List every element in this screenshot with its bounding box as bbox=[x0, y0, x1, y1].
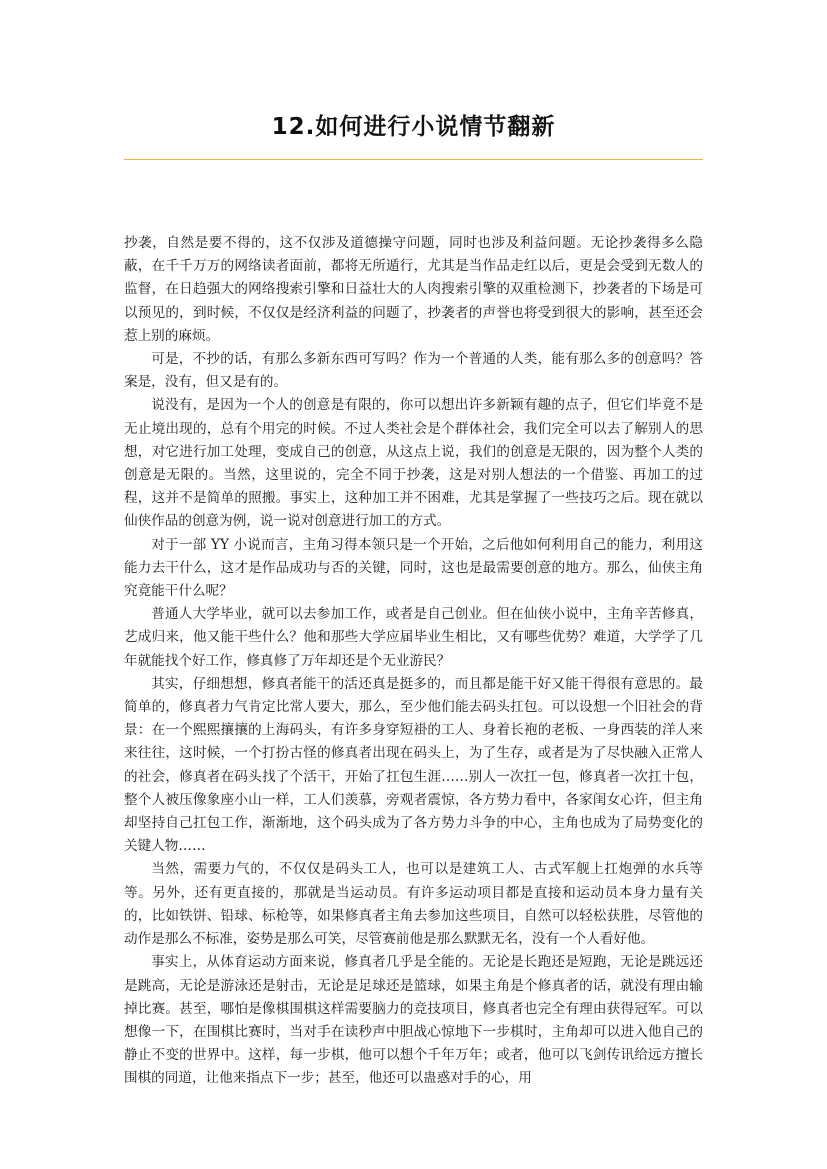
paragraph: 说没有，是因为一个人的创意是有限的，你可以想出许多新颖有趣的点子，但它们毕竟不是无止境出现的，总有个用完的时候。不过人类社会是个群体社会，我们完全可以去了解别人的思想，对它进行加工处理，变成自己的创意，从这点上说，我们的创意是无限的，因为整个人类的创意是无限的。当然，这里说的，完全不同于抄袭，这是对别人想法的一个借鉴、再加工的过程，这并不是简单的照搬。事实上，这种加工并不困难，尤其是掌握了一些技巧之后。现在就以仙侠作品的创意为例，说一说对创意进行加工的方式。 bbox=[124, 397, 703, 530]
article-body bbox=[124, 232, 703, 1091]
paragraph: 其实，仔细想想，修真者能干的活还真是挺多的，而且都是能干好又能干得很有意思的。最简单的，修真者力气肯定比常人要大，那么，至少他们能去码头扛包。可以设想一个旧社会的背景：在一个熙熙攘攘的上海码头，有许多身穿短褂的工人、身着长袍的老板、一身西装的洋人来来往往，这时候，一个打扮古怪的修真者出现在码头上，为了生存，或者是为了尽快融入正常人的社会，修真者在码头找了个活干，开始了扛包生涯……别人一次扛一包，修真者一次扛十包，整个人被压像象座小山一样，工人们羡慕，旁观者震惊，各方势力看中，各家闺女心许，但主角却坚持自己扛包工作，渐渐地，这个码头成为了各方势力斗争的中心，主角也成为了局势变化的关键人物…… bbox=[124, 675, 703, 855]
paragraph: 普通人大学毕业，就可以去参加工作，或者是自己创业。但在仙侠小说中，主角辛苦修真，艺成归来，他又能干些什么？他和那些大学应届毕业生相比，又有哪些优势？难道，大学学了几年就能找个好工作，修真修了万年却还是个无业游民？ bbox=[124, 606, 703, 669]
paragraph: 对于一部 YY 小说而言，主角习得本领只是一个开始，之后他如何利用自己的能力，利用这能力去干什么，这才是作品成功与否的关键，同时，这也是最需要创意的地方。那么，仙侠主角究竟能干什么呢？ bbox=[124, 536, 703, 600]
title-divider bbox=[124, 159, 703, 160]
page-title: 12.如何进行小说情节翻新 bbox=[271, 114, 556, 140]
paragraph: 事实上，从体育运动方面来说，修真者几乎是全能的。无论是长跑还是短跑，无论是跳远还是跳高，无论是游泳还是射击，无论是足球还是篮球，如果主角是个修真者的话，就没有理由输掉比赛。甚至，哪怕是像棋围棋这样需要脑力的竞技项目，修真者也完全有理由获得冠军。可以想像一下，在围棋比赛时，当对手在读秒声中胆战心惊地下一步棋时，主角却可以进入他自己的静止不变的世界中。这样，每一步棋，他可以想个千年万年；或者，他可以飞剑传讯给远方擅长围棋的同道，让他来指点下一步；甚至，他还可以蛊惑对手的心，用 bbox=[124, 954, 703, 1087]
paragraph: 可是，不抄的话，有那么多新东西可写吗？作为一个普通的人类，能有那么多的创意吗？答案是，没有，但又是有的。 bbox=[124, 351, 703, 391]
paragraph: 当然，需要力气的，不仅仅是码头工人，也可以是建筑工人、古式军舰上扛炮弹的水兵等等。另外，还有更直接的，那就是当运动员。有许多运动项目都是直接和运动员本身力量有关的，比如铁饼、铅球、标枪等，如果修真者主角去参加这些项目，自然可以轻松获胜，尽管他的动作是那么不标准，姿势是那么可笑，尽管赛前他是那么默默无名，没有一个人看好他。 bbox=[124, 861, 703, 948]
paragraph: 抄袭，自然是要不得的，这不仅涉及道德操守问题，同时也涉及利益问题。无论抄袭得多么隐蔽，在千千万万的网络读者面前，都将无所遁行，尤其是当作品走红以后，更是会受到无数人的监督，在日趋强大的网络搜索引擎和日益壮大的人肉搜索引擎的双重检测下，抄袭者的下场是可以预见的，到时候，不仅仅是经济利益的问题了，抄袭者的声誉也将受到很大的影响，甚至还会惹上别的麻烦。 bbox=[124, 235, 703, 344]
